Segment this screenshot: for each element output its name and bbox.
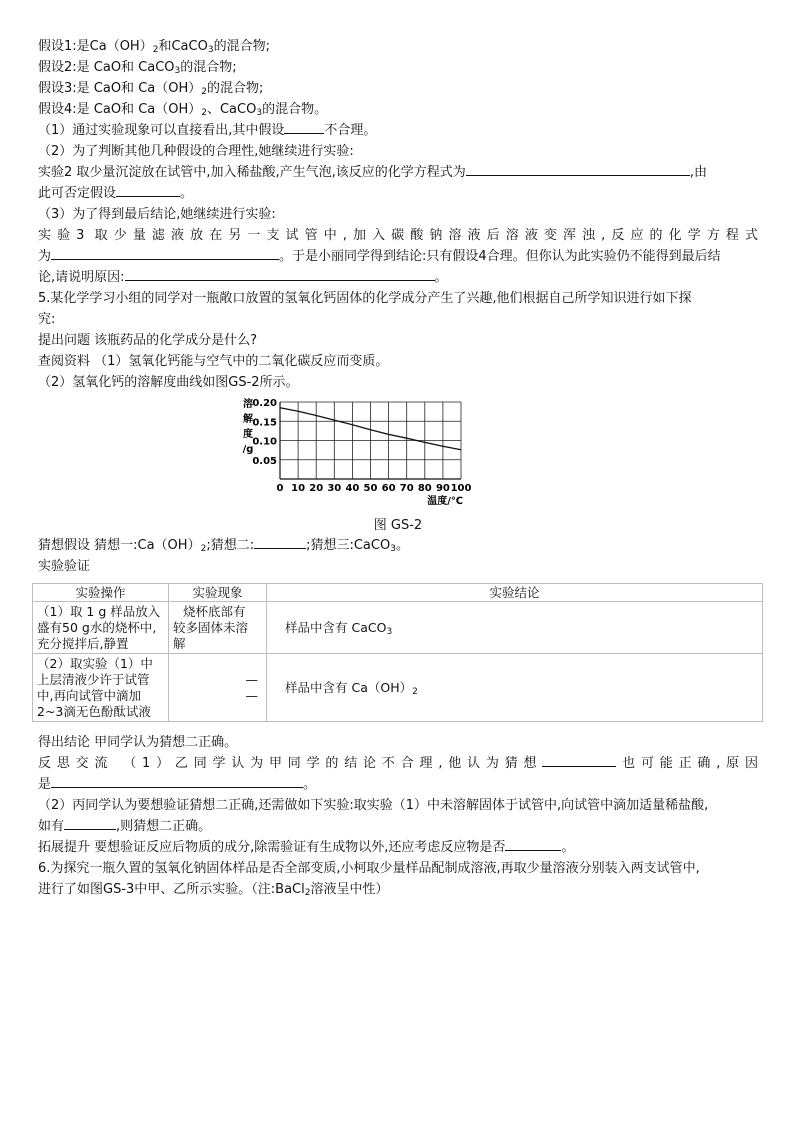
text: 猜想假设 猜想一:Ca（OH） [38,538,201,553]
text: 。 [395,538,409,553]
text: 。 [434,270,448,285]
text: 的混合物; [180,60,237,75]
cell-line: 上层清液少许于试管 [37,671,150,687]
text: ;猜想二: [206,538,255,553]
experiment-3-reason [38,267,758,288]
cell-line: 烧杯底部有 [183,603,246,619]
subscript: 3 [386,626,393,637]
text: 。 [180,186,194,201]
question-6-cont [38,879,758,900]
cell-line: — [245,671,258,687]
x-tick-label: 60 [381,483,396,494]
chart-canvas [242,395,498,515]
text: 进行了如图GS-3中甲、乙所示实验。（注:BaCl [38,882,305,897]
text: 实验2 取少量沉淀放在试管中,加入稀盐酸,产生气泡,该反应的化学方程式为 [38,165,466,180]
text: 假设1:是 [38,39,90,54]
text: 的混合物; [206,81,264,96]
table-header: 实验结论 [267,584,763,602]
reference-2: （2）氢氧化钙的溶解度曲线如图GS-2所示。 [38,375,299,390]
question-3-intro: （3）为了得到最后结论,她继续进行实验: [38,207,276,222]
x-tick-label: 0 [276,483,284,494]
question-1 [38,120,758,141]
hypothesis-3 [38,78,758,99]
text: 如有 [38,819,65,834]
text: 样品中含有 Ca（OH） [285,679,413,695]
text: 假设3:是 CaO和 Ca（OH） [38,81,202,96]
y-axis-label: 度 [243,429,253,440]
table-header: 实验操作 [33,584,169,602]
text: 。于是小丽同学得到结论:只有假设4合理。但你认为此实验仍不能得到最后结 [279,249,721,264]
extension [38,837,758,858]
text: ,则猜想二正确。 [116,819,212,834]
table-header: 实验现象 [169,584,267,602]
subscript: 2 [412,686,418,697]
answer-blank[interactable] [254,535,306,549]
text: 和 [158,39,172,54]
text: 。 [303,777,317,792]
text: ,由 [689,165,707,180]
subscript: 3 [207,45,214,55]
text: 的混合物; [213,39,270,54]
cell-line: — [245,687,258,703]
x-tick-label: 50 [363,483,378,494]
solubility-chart [242,395,498,515]
table-cell-conclusion [267,654,763,722]
table-cell-phenomenon [169,602,267,654]
question-2-intro: （2）为了判断其他几种假设的合理性,她继续进行实验: [38,144,354,159]
table-header-row [33,584,763,602]
answer-blank[interactable] [505,837,561,851]
cell-line: 较多固体未溶 [173,619,249,635]
y-tick-label: 0.10 [252,436,277,448]
answer-blank[interactable] [284,120,324,134]
text: 论,请说明原因: [38,270,125,285]
answer-blank[interactable] [542,753,616,767]
y-tick-label: 0.20 [252,398,277,409]
answer-blank[interactable] [51,246,279,260]
question-6: 6.为探究一瓶久置的氢氧化钠固体样品是否全部变质,小柯取少量样品配制成溶液,再取少量溶液分别装入两支试管中, [38,861,700,876]
experiment-2 [38,162,758,183]
text: 样品中含有 CaCO [285,619,387,635]
table-cell-operation [33,654,169,722]
answer-blank[interactable] [64,816,116,830]
text: 不合理。 [324,123,377,138]
reflection-1-cont [38,774,758,795]
propose-question: 提出问题 该瓶药品的化学成分是什么? [38,333,258,348]
x-tick-label: 90 [435,483,450,494]
conclusion-result: 得出结论 甲同学认为猜想二正确。 [38,735,238,750]
text: ;猜想三:CaCO [306,538,391,553]
answer-blank[interactable] [466,162,690,176]
text: 此可否定假设 [38,186,117,201]
x-tick-label: 30 [327,483,342,494]
experiment-2-deny [38,183,758,204]
table-cell-operation [33,602,169,654]
table-cell-phenomenon [169,654,267,722]
reflection-2-cont [38,816,758,837]
question-5-title: 5.某化学学习小组的同学对一瓶敞口放置的氢氧化钙固体的化学成分产生了兴趣,他们根据自己所学知识进行如下探 [38,291,692,306]
subscript: 3 [174,66,181,76]
reference-1: 查阅资料 （1）氢氧化钙能与空气中的二氧化碳反应而变质。 [38,354,389,369]
text: Ca（OH） [89,39,153,54]
answer-blank[interactable] [125,267,435,281]
cell-line: 解 [173,635,186,651]
subscript: 3 [390,544,396,554]
answer-blank[interactable] [116,183,180,197]
experiment-3: 实验3 取少量滤液放在另一支试管中,加入碳酸钠溶液后溶液变浑浊,反应的化学方程式 [38,228,758,243]
subscript: 2 [152,45,159,55]
text: 是 [38,777,52,792]
table-row [33,654,763,722]
hypothesis-4 [38,99,758,120]
verify-heading: 实验验证 [38,559,91,574]
reflection-2: （2）丙同学认为要想验证猜想二正确,还需做如下实验:取实验（1）中未溶解固体于试管中,向试管中滴加适量稀盐酸, [38,798,709,813]
x-tick-label: 20 [309,483,324,494]
cell-line: （1）取 1 g 样品放入 [37,603,161,619]
text: 的混合物。 [262,102,328,117]
hypothesis-2 [38,57,758,78]
question-5-title-cont: 究: [38,312,56,327]
y-tick-label: 0.15 [252,417,277,429]
text: 溶液呈中性） [310,882,389,897]
y-tick-label: 0.05 [252,455,277,467]
text: 拓展提升 要想验证反应后物质的成分,除需验证有生成物以外,还应考虑反应物是否 [38,840,506,855]
cell-line: 2~3滴无色酚酞试液 [37,703,151,719]
y-axis-label: /g [242,444,254,455]
text: 假设2:是 CaO和 CaCO [38,60,175,75]
table-row [33,602,763,654]
cell-line: （2）取实验（1）中 [37,655,153,671]
y-axis-label: 溶 [243,399,253,410]
experiment-table [32,583,763,722]
subscript: 2 [200,544,207,554]
cell-line: 中,再向试管中滴加 [37,687,141,703]
text: CaCO [171,39,208,54]
experiment-3-equation [38,246,758,267]
x-axis-label: 温度/℃ [427,496,463,507]
text: 也可能正确,原因 [616,756,758,771]
cell-line: 盛有50 g水的烧杯中, [37,619,157,635]
text: 反思交流 （1）乙同学认为甲同学的结论不合理,他认为猜想 [38,756,543,771]
y-axis-label: 解 [243,414,253,425]
x-tick-label: 40 [345,483,360,494]
text: 为 [38,249,52,264]
text: 假设4:是 CaO和 Ca（OH） [38,102,202,117]
text: （1）通过实验现象可以直接看出,其中假设 [38,123,285,138]
guesses [38,535,758,556]
x-tick-label: 70 [399,483,414,494]
subscript: 2 [201,108,207,118]
table-cell-conclusion [267,602,763,654]
subscript: 2 [201,87,207,97]
text: 、CaCO [206,102,257,117]
figure-caption: 图 GS-2 [373,518,423,533]
answer-blank[interactable] [51,774,303,788]
hypothesis-1 [38,36,758,57]
text: 。 [561,840,575,855]
reflection-1 [38,753,758,774]
subscript: 3 [256,108,263,118]
x-tick-label: 80 [417,483,432,494]
x-tick-label: 10 [291,483,306,494]
cell-line: 充分搅拌后,静置 [37,635,129,651]
x-tick-label: 100 [450,483,472,494]
document-page [38,36,758,900]
subscript: 2 [304,888,311,898]
